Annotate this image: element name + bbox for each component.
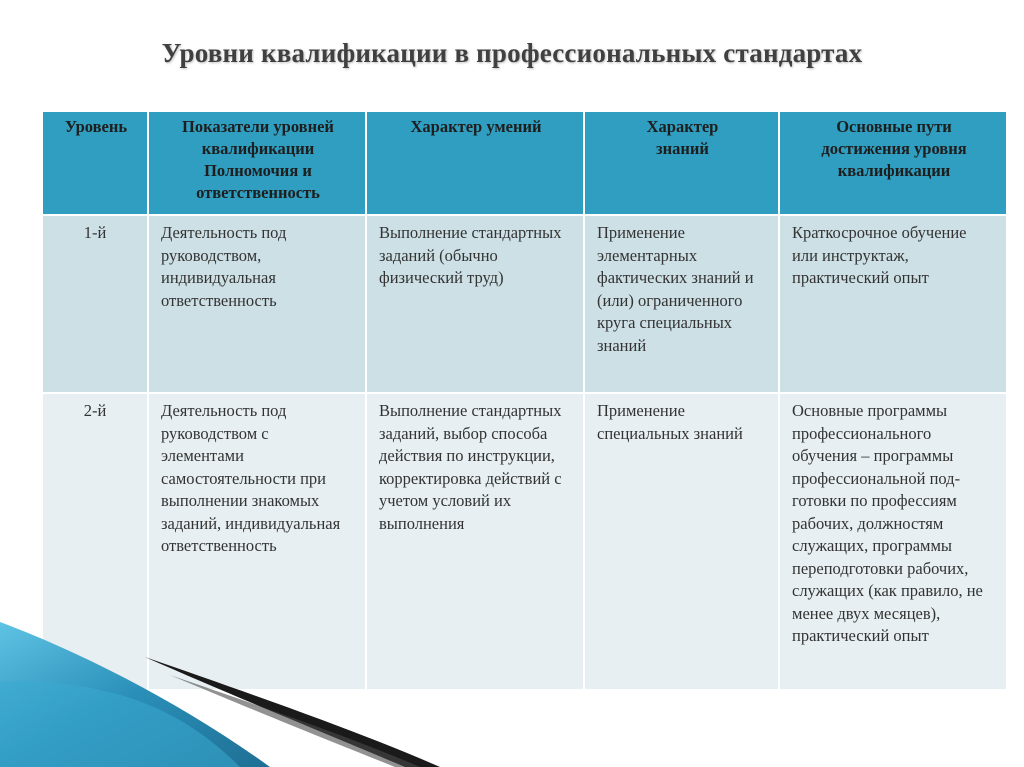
slide-title: Уровни квалификации в профессиональных стандартах (161, 38, 863, 68)
authority-text: Деятельность под руководством, индивидуальная ответственность (161, 223, 287, 310)
skills-text: Выполнение стандартных заданий (обычно физический труд) (379, 223, 562, 287)
qualification-table-container (41, 110, 1006, 691)
header-level (42, 111, 148, 215)
header-skills-label: Характер умений (410, 117, 542, 136)
level-value: 2-й (83, 401, 107, 420)
skills-text: Выполнение стандартных заданий, выбор способа действия по инструкции, корректировка действий с учетом условий их выполнения (379, 401, 562, 533)
knowledge-text: Применение специальных знаний (597, 401, 743, 443)
table-header-row (42, 111, 1007, 215)
cell-knowledge (584, 215, 779, 393)
header-level-label: Уровень (64, 117, 128, 136)
paths-text: Основные программы профессионального обучения – программы профессиональной под-готовки по профессиям рабочих, должностям служащих, программы переподготовки рабочих, служащих (как правило, не менее двух месяцев), практический опыт (792, 401, 983, 645)
qualification-table (41, 110, 1008, 691)
knowledge-text: Применение элементарных фактических знаний и (или) ограниченного круга специальных знаний (597, 223, 754, 355)
authority-text: Деятельность под руководством с элементами самостоятельности при выполнении знакомых заданий, индивидуальная ответственность (161, 401, 341, 555)
cell-paths (779, 215, 1007, 393)
level-value: 1-й (83, 223, 107, 242)
header-skills (366, 111, 584, 215)
cell-authority (148, 215, 366, 393)
header-authority (148, 111, 366, 215)
cell-skills (366, 215, 584, 393)
header-knowledge (584, 111, 779, 215)
header-authority-label: Показатели уровней квалификации Полномочия и ответственность (182, 117, 334, 202)
header-paths (779, 111, 1007, 215)
decorative-swoosh (0, 607, 1024, 767)
cell-level (42, 215, 148, 393)
header-paths-label: Основные пути достижения уровня квалификации (821, 117, 967, 180)
header-knowledge-label: Характер знаний (646, 117, 719, 158)
paths-text: Краткосрочное обучение или инструктаж, практический опыт (792, 223, 967, 287)
table-row (42, 215, 1007, 393)
